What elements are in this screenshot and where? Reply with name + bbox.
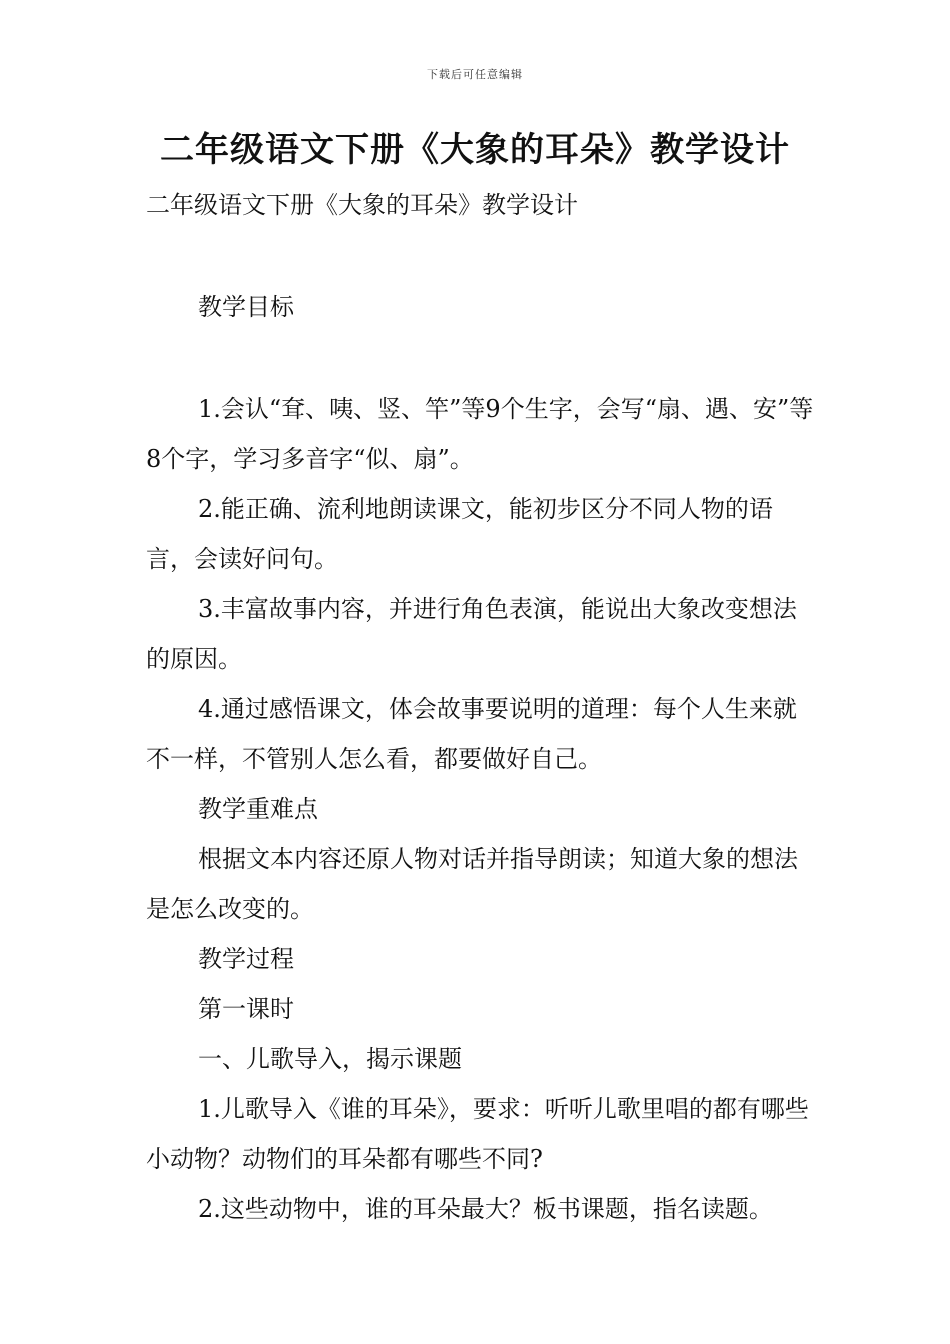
header-note: 下载后可任意编辑 <box>427 68 523 81</box>
goals-heading: 教学目标 <box>198 293 294 321</box>
document-subtitle: 二年级语文下册《大象的耳朵》教学设计 <box>146 191 578 219</box>
goal-item: 3.丰富故事内容，并进行角色表演，能说出大象改变想法的原因。 <box>146 595 797 673</box>
goal-item: 1.会认“耷、咦、竖、竿”等9个生字，会写“扇、遇、安”等8个字，学习多音字“似、扇”。 <box>146 395 814 473</box>
goal-item: 2.能正确、流利地朗读课文，能初步区分不同人物的语言，会读好问句。 <box>146 495 773 573</box>
goal-item: 4.通过感悟课文，体会故事要说明的道理：每个人生来就不一样，不管别人怎么看，都要做好自己。 <box>146 695 797 773</box>
section-item: 1.儿歌导入《谁的耳朵》，要求：听听儿歌里唱的都有哪些小动物？动物们的耳朵都有哪些不同? <box>146 1095 809 1173</box>
section-heading: 一、儿歌导入，揭示课题 <box>198 1045 462 1073</box>
key-points-heading: 教学重难点 <box>198 795 318 823</box>
key-points-text: 根据文本内容还原人物对话并指导朗读；知道大象的想法是怎么改变的。 <box>146 845 798 923</box>
section-item: 2.这些动物中，谁的耳朵最大？板书课题，指名读题。 <box>198 1195 773 1223</box>
document-body <box>146 180 816 1234</box>
process-heading: 教学过程 <box>198 945 294 973</box>
document-title: 二年级语文下册《大象的耳朵》教学设计 <box>160 130 790 170</box>
lesson-label: 第一课时 <box>198 995 294 1023</box>
